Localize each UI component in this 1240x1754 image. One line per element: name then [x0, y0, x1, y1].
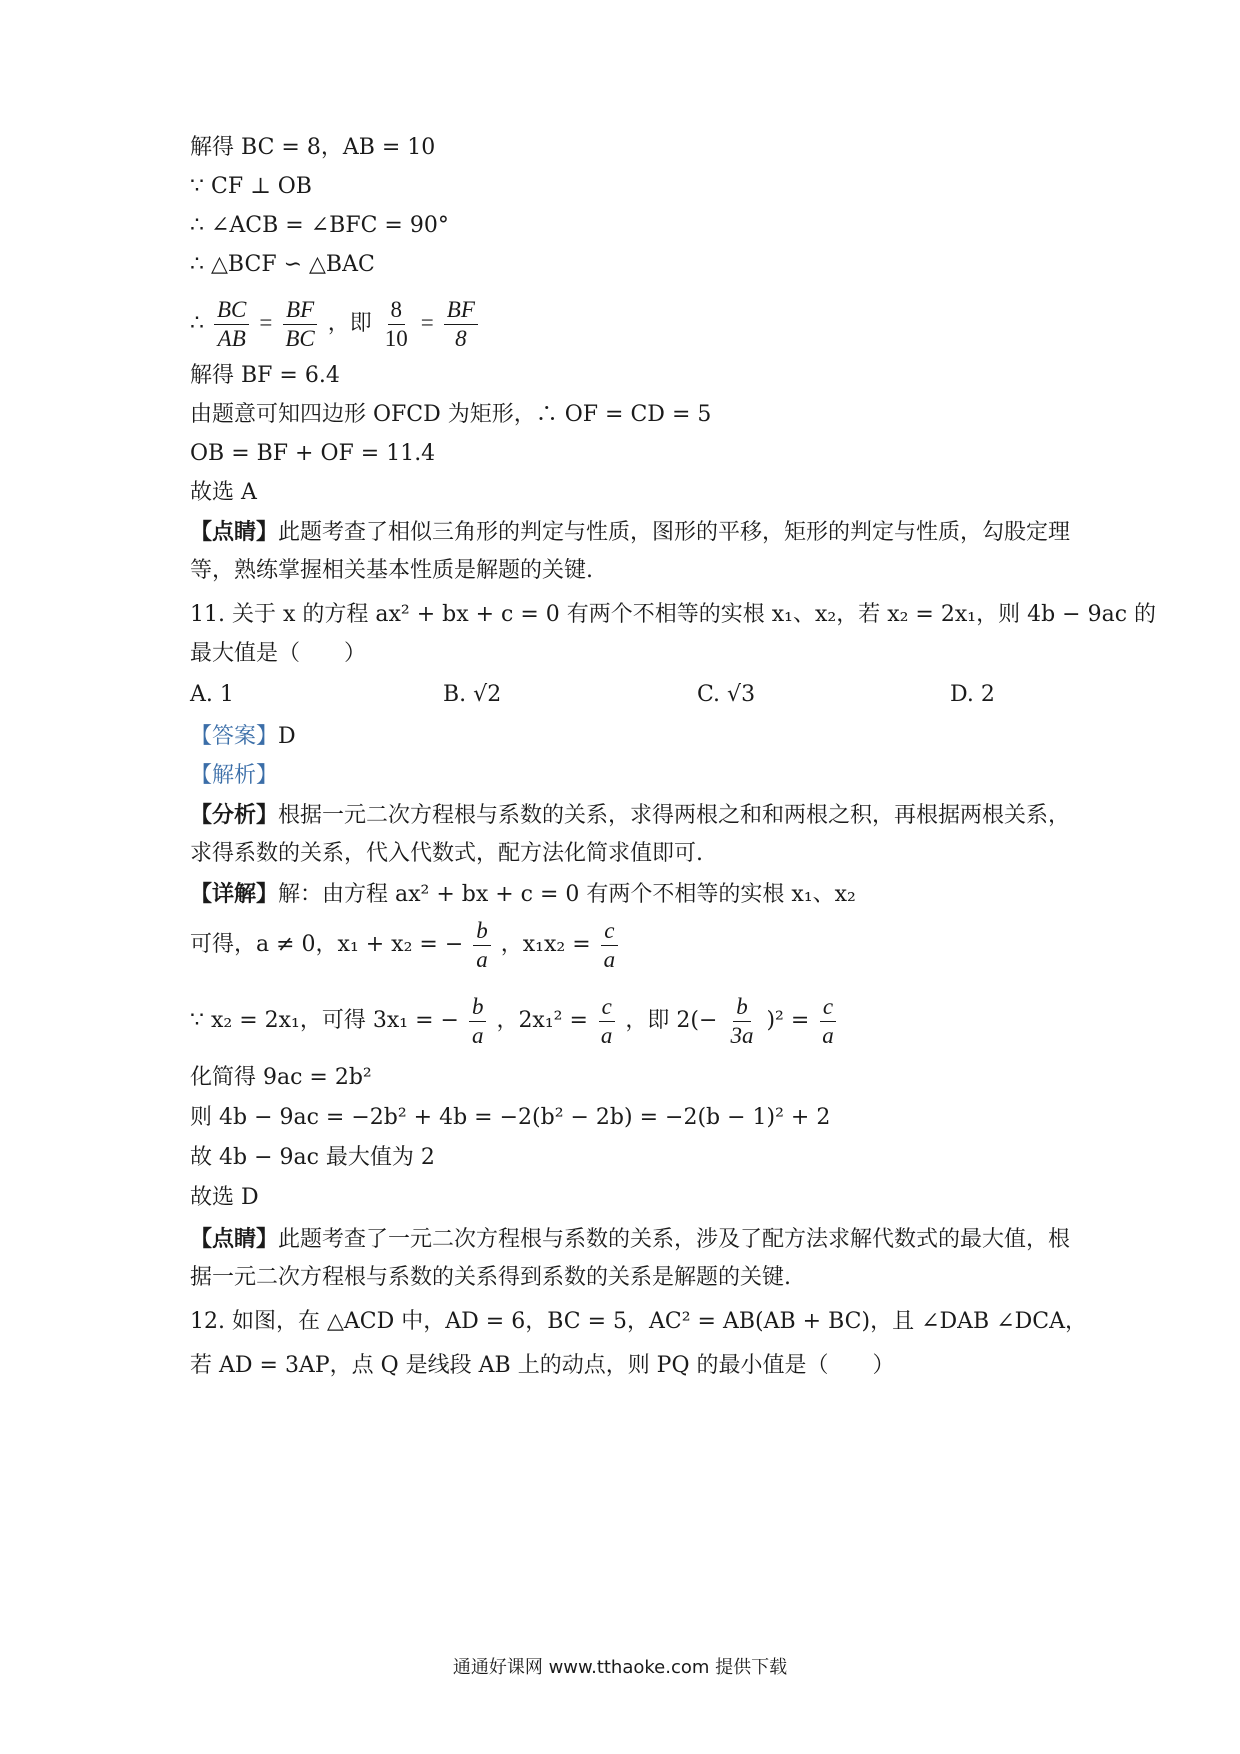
fraction-numerator: 8 [388, 296, 406, 325]
answer-value: D [278, 724, 296, 749]
fraction-denominator: 8 [455, 325, 467, 351]
vieta-text: ，x₁x₂ = [500, 932, 591, 957]
line-xiangjie [190, 879, 1090, 910]
line-because-perpendicular: ∵ CF ⊥ OB [190, 174, 312, 199]
line-dianjing-11-cont: 据一元二次方程根与系数的关系得到系数的关系是解题的关键. [190, 1265, 791, 1290]
line-dianjing-10-cont: 等，熟练掌握相关基本性质是解题的关键. [190, 558, 593, 583]
line-simplify: 化简得 9ac = 2b² [190, 1065, 372, 1090]
equals-sign: = [420, 310, 434, 335]
line-right-angles: ∴ ∠ACB = ∠BFC = 90° [190, 213, 449, 238]
therefore-symbol: ∴ [190, 311, 204, 336]
fraction-c-a [601, 917, 619, 974]
substitute-text: ，2x₁² = [496, 1008, 588, 1033]
option-value: √2 [473, 682, 502, 707]
fraction-numerator: BF [283, 296, 317, 325]
line-rectangle-ofcd: 由题意可知四边形 OFCD 为矩形，∴ OF = CD = 5 [190, 402, 712, 427]
fraction-numerator: b [733, 993, 751, 1022]
substitute-text: ，即 2(− [625, 1008, 718, 1033]
line-similar-triangles: ∴ △BCF ∽ △BAC [190, 252, 375, 277]
xiangjie-text: 解：由方程 ax² + bx + c = 0 有两个不相等的实根 x₁、x₂ [278, 882, 856, 907]
line-vieta [190, 914, 1090, 976]
xiangjie-tag: 【详解】 [190, 881, 279, 907]
option-value: √3 [727, 682, 756, 707]
line-analysis [190, 761, 1090, 791]
line-solve-bf: 解得 BF = 6.4 [190, 363, 340, 388]
line-choose-a: 故选 A [190, 480, 257, 505]
answer-tag: 【答案】 [190, 724, 279, 749]
dianjing-tag: 【点睛】 [190, 1226, 279, 1252]
question-12-stem-cont: 若 AD = 3AP，点 Q 是线段 AB 上的动点，则 PQ 的最小值是（ ） [190, 1353, 895, 1378]
fraction-numerator: BF [444, 296, 478, 325]
fenxi-text: 根据一元二次方程根与系数的关系，求得两根之和和两根之积，再根据两根关系， [278, 803, 1071, 828]
line-dianjing-11 [190, 1224, 1090, 1255]
line-proportion [190, 292, 1090, 355]
line-substitute [190, 990, 1090, 1052]
fraction-denominator: a [603, 946, 616, 972]
fraction-denominator: a [822, 1022, 834, 1048]
fraction-b-a [469, 993, 487, 1050]
connector-text: ，即 [327, 311, 372, 336]
line-max-value: 故 4b − 9ac 最大值为 2 [190, 1145, 435, 1170]
vieta-text: 可得，a ≠ 0，x₁ + x₂ = − [190, 932, 464, 957]
line-choose-d: 故选 D [190, 1185, 259, 1210]
dianjing-tag: 【点睛】 [190, 519, 279, 545]
option-value: 2 [980, 682, 995, 707]
line-fenxi-cont: 求得系数的关系，代入代数式，配方法化简求值即可. [190, 841, 703, 866]
fenxi-tag: 【分析】 [190, 802, 279, 828]
fraction-bc-ab [214, 296, 249, 353]
fraction-8-10 [382, 296, 411, 353]
fraction-numerator: b [469, 993, 487, 1022]
fraction-denominator: a [471, 1022, 484, 1048]
fraction-b-a [473, 917, 491, 974]
fraction-c-a [598, 993, 616, 1050]
option-value: 1 [219, 682, 234, 707]
fraction-numerator: b [473, 917, 491, 946]
fraction-denominator: a [600, 1022, 613, 1048]
fraction-b-3a [727, 993, 756, 1050]
option-letter: B. [443, 682, 467, 707]
line-solve-bc-ab: 解得 BC = 8，AB = 10 [190, 135, 436, 160]
equals-sign: = [259, 310, 273, 335]
dianjing-text: 此题考查了一元二次方程根与系数的关系，涉及了配方法求解代数式的最大值，根 [278, 1227, 1071, 1252]
line-ob-value: OB = BF + OF = 11.4 [190, 441, 436, 466]
option-a [190, 680, 234, 710]
option-b [443, 680, 501, 710]
substitute-text: ∵ x₂ = 2x₁，可得 3x₁ = − [190, 1008, 459, 1033]
fraction-numerator: BC [214, 296, 249, 325]
fraction-bf-bc [282, 296, 317, 353]
option-letter: A. [190, 682, 213, 707]
analysis-tag: 【解析】 [190, 763, 279, 788]
option-c [697, 680, 755, 710]
fraction-denominator: a [476, 946, 488, 972]
fraction-denominator: AB [217, 325, 246, 351]
question-11-stem-cont: 最大值是（ ） [190, 641, 367, 666]
fraction-numerator: c [599, 993, 615, 1022]
fraction-numerator: c [820, 993, 836, 1022]
fraction-denominator: 3a [730, 1022, 754, 1048]
fraction-numerator: c [601, 917, 617, 946]
substitute-text: )² = [766, 1008, 810, 1033]
line-answer [190, 722, 1090, 752]
line-complete-square: 则 4b − 9ac = −2b² + 4b = −2(b² − 2b) = −2(b − 1)² + 2 [190, 1105, 831, 1130]
question-12-stem: 12. 如图，在 △ACD 中，AD = 6，BC = 5，AC² = AB(AB + BC)，且 ∠DAB ∠DCA， [190, 1309, 1087, 1334]
page-footer: 通通好课网 www.tthaoke.com 提供下载 [452, 1657, 788, 1678]
option-letter: D. [950, 682, 974, 707]
fraction-bf-8 [444, 296, 478, 353]
fraction-denominator: BC [285, 325, 315, 351]
option-d [950, 680, 995, 710]
option-letter: C. [697, 682, 721, 707]
line-dianjing-10 [190, 517, 1090, 548]
fraction-c-a [819, 993, 837, 1050]
line-fenxi [190, 800, 1090, 831]
dianjing-text: 此题考查了相似三角形的判定与性质，图形的平移，矩形的判定与性质，勾股定理 [278, 520, 1071, 545]
fraction-denominator: 10 [384, 325, 408, 351]
question-11-stem: 11. 关于 x 的方程 ax² + bx + c = 0 有两个不相等的实根 x₁、x₂，若 x₂ = 2x₁，则 4b − 9ac 的 [190, 602, 1157, 627]
